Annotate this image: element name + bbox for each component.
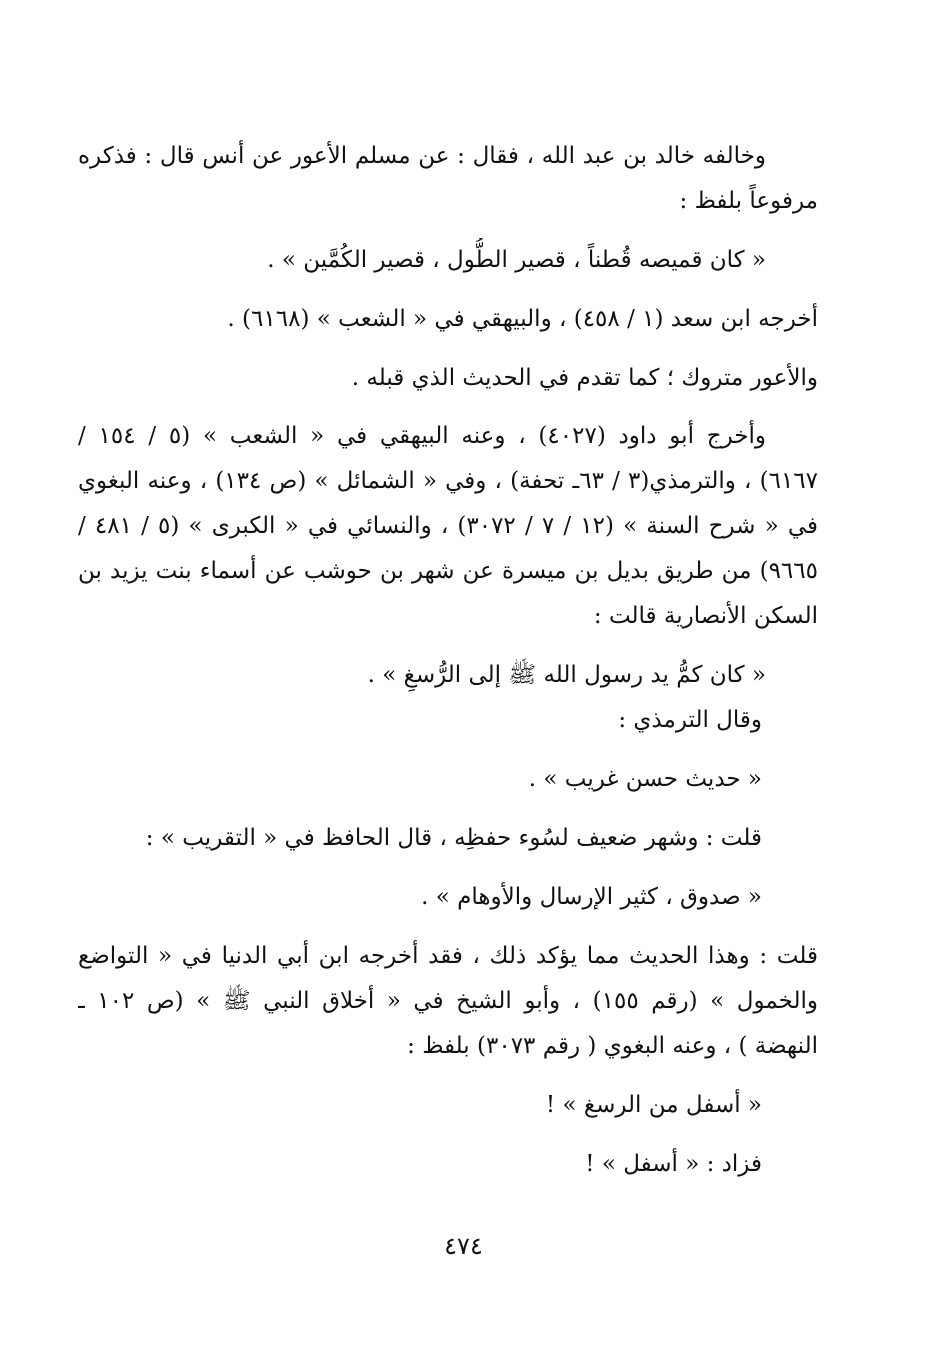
quote-line: « كان قميصه قُطناً ، قصير الطُّول ، قصير الكُمَّين » . xyxy=(267,247,766,273)
text-line: النهضة ) ، وعنه البغوي ( رقم ٣٠٧٣) بلفظ : xyxy=(407,1033,818,1059)
quote-line: « أسفل من الرسغ » ! xyxy=(545,1092,762,1118)
text-line: فزاد : « أسفل » ! xyxy=(585,1151,762,1177)
body-text xyxy=(78,134,818,1187)
text-line: في « شرح السنة » (١٢ / ٧ / ٣٠٧٢) ، والنسائي في « الكبرى » (٥ / ٤٨١ / xyxy=(78,513,818,539)
quote-line: « كان كمُّ يد رسول الله ﷺ إلى الرُّسغِ » . xyxy=(367,662,766,688)
text-line: السكن الأنصارية قالت : xyxy=(593,603,818,629)
text-line: وأخرج أبو داود (٤٠٢٧) ، وعنه البيهقي في « الشعب » (٥ / ١٥٤ / xyxy=(78,423,766,449)
quote-line: « صدوق ، كثير الإرسال والأوهام » . xyxy=(421,884,762,910)
page-number: ٤٧٤ xyxy=(444,1232,483,1260)
text-line: مرفوعاً بلفظ : xyxy=(679,188,818,214)
text-line: قلت : وشهر ضعيف لسُوء حفظِه ، قال الحافظ في « التقريب » : xyxy=(145,825,762,851)
text-line: وخالفه خالد بن عبد الله ، فقال : عن مسلم الأعور عن أنس قال : فذكره xyxy=(78,143,766,169)
text-line: والأعور متروك ؛ كما تقدم في الحديث الذي قبله . xyxy=(351,365,818,391)
text-line: والخمول » (رقم ١٥٥) ، وأبو الشيخ في « أخلاق النبي ﷺ » (ص ١٠٢ ـ xyxy=(78,988,818,1014)
quote-line: « حديث حسن غريب » . xyxy=(528,766,762,792)
text-line: قلت : وهذا الحديث مما يؤكد ذلك ، فقد أخرجه ابن أبي الدنيا في « التواضع xyxy=(78,943,818,969)
text-line: ٩٦٦٥) من طريق بديل بن ميسرة عن شهر بن حوشب عن أسماء بنت يزيد بن xyxy=(78,558,818,584)
text-line: وقال الترمذي : xyxy=(618,707,762,733)
text-line: ٦١٦٧) ، والترمذي(٣ / ٦٣ـ تحفة) ، وفي « الشمائل » (ص ١٣٤) ، وعنه البغوي xyxy=(78,468,818,494)
text-line: أخرجه ابن سعد (١ / ٤٥٨) ، والبيهقي في « الشعب » (٦١٦٨) . xyxy=(227,306,818,332)
